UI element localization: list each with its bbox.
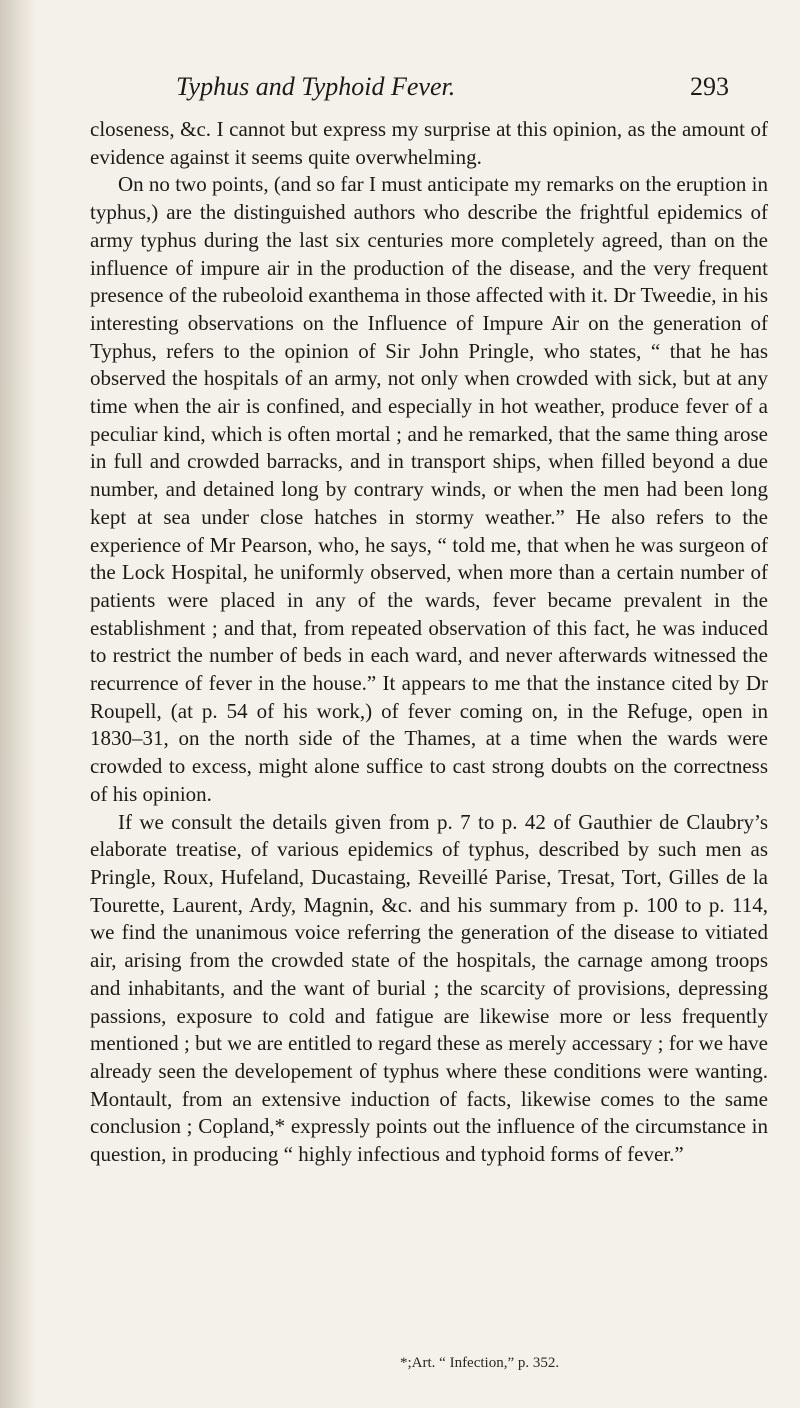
running-title: Typhus and Typhoid Fever. bbox=[176, 72, 456, 101]
page-number: 293 bbox=[690, 72, 729, 101]
paragraph-gauthier: If we consult the details given from p. 7 to p. 42 of Gauthier de Claubry’s elaborate treatise, of various epidemics of typhus, described by such men as Pringle, Roux, Hufeland, Ducastaing, Reveillé Parise, Tresat, Tort, Gilles de la Tourette, Laurent, Ardy, Magnin, &c. and his summary from p. 100 to p. 114, we find the unanimous voice referring the generation of the disease to vitiated air, arising from the crowded state of the hospitals, the carnage among troops and inhabitants, and the want of burial ; the scarcity of provisions, depressing passions, exposure to cold and fatigue are likewise more or less frequently mentioned ; but we are entitled to regard these as merely accessary ; for we have already seen the developement of typhus where these conditions were wanting. Montault, from an extensive induction of facts, likewise comes to the same conclusion ; Copland,* expressly points out the influence of the circumstance in question, in producing “ highly infectious and typhoid forms of fever.” bbox=[90, 809, 768, 1167]
running-head bbox=[170, 72, 735, 112]
binding-gutter-shadow bbox=[0, 0, 36, 1408]
body-text bbox=[90, 116, 768, 1169]
footnote: *;Art. “ Infection,” p. 352. bbox=[400, 1355, 560, 1371]
paragraph-continuation: closeness, &c. I cannot but express my surprise at this opinion, as the amount of evidence against it seems quite overwhelming. bbox=[90, 117, 768, 169]
paragraph-pringle: On no two points, (and so far I must anticipate my remarks on the eruption in typhus,) are the distinguished authors who describe the frightful epidemics of army typhus during the last six centuries more completely agreed, than on the influence of impure air in the production of the disease, and the very frequent presence of the rubeoloid exanthema in those affected with it. Dr Tweedie, in his interesting observations on the Influence of Impure Air on the generation of Typhus, refers to the opinion of Sir John Pringle, who states, “ that he has observed the hospitals of an army, not only when crowded with sick, but at any time when the air is confined, and especially in hot weather, produce fever of a peculiar kind, which is often mortal ; and he remarked, that the same thing arose in full and crowded barracks, and in transport ships, when filled beyond a due number, and detained long by contrary winds, or when the men had been long kept at sea under close hatches in stormy weather.” He also refers to the experience of Mr Pearson, who, he says, “ told me, that when he was surgeon of the Lock Hospital, he uniformly observed, when more than a certain number of patients were placed in any of the wards, fever became prevalent in the establishment ; and that, from repeated observation of this fact, he was induced to restrict the number of beds in each ward, and never afterwards witnessed the recurrence of fever in the house.” It appears to me that the instance cited by Dr Roupell, (at p. 54 of his work,) of fever coming on, in the Refuge, open in 1830–31, on the north side of the Thames, at a time when the wards were crowded to excess, might alone suffice to cast strong doubts on the correctness of his opinion. bbox=[90, 172, 768, 806]
